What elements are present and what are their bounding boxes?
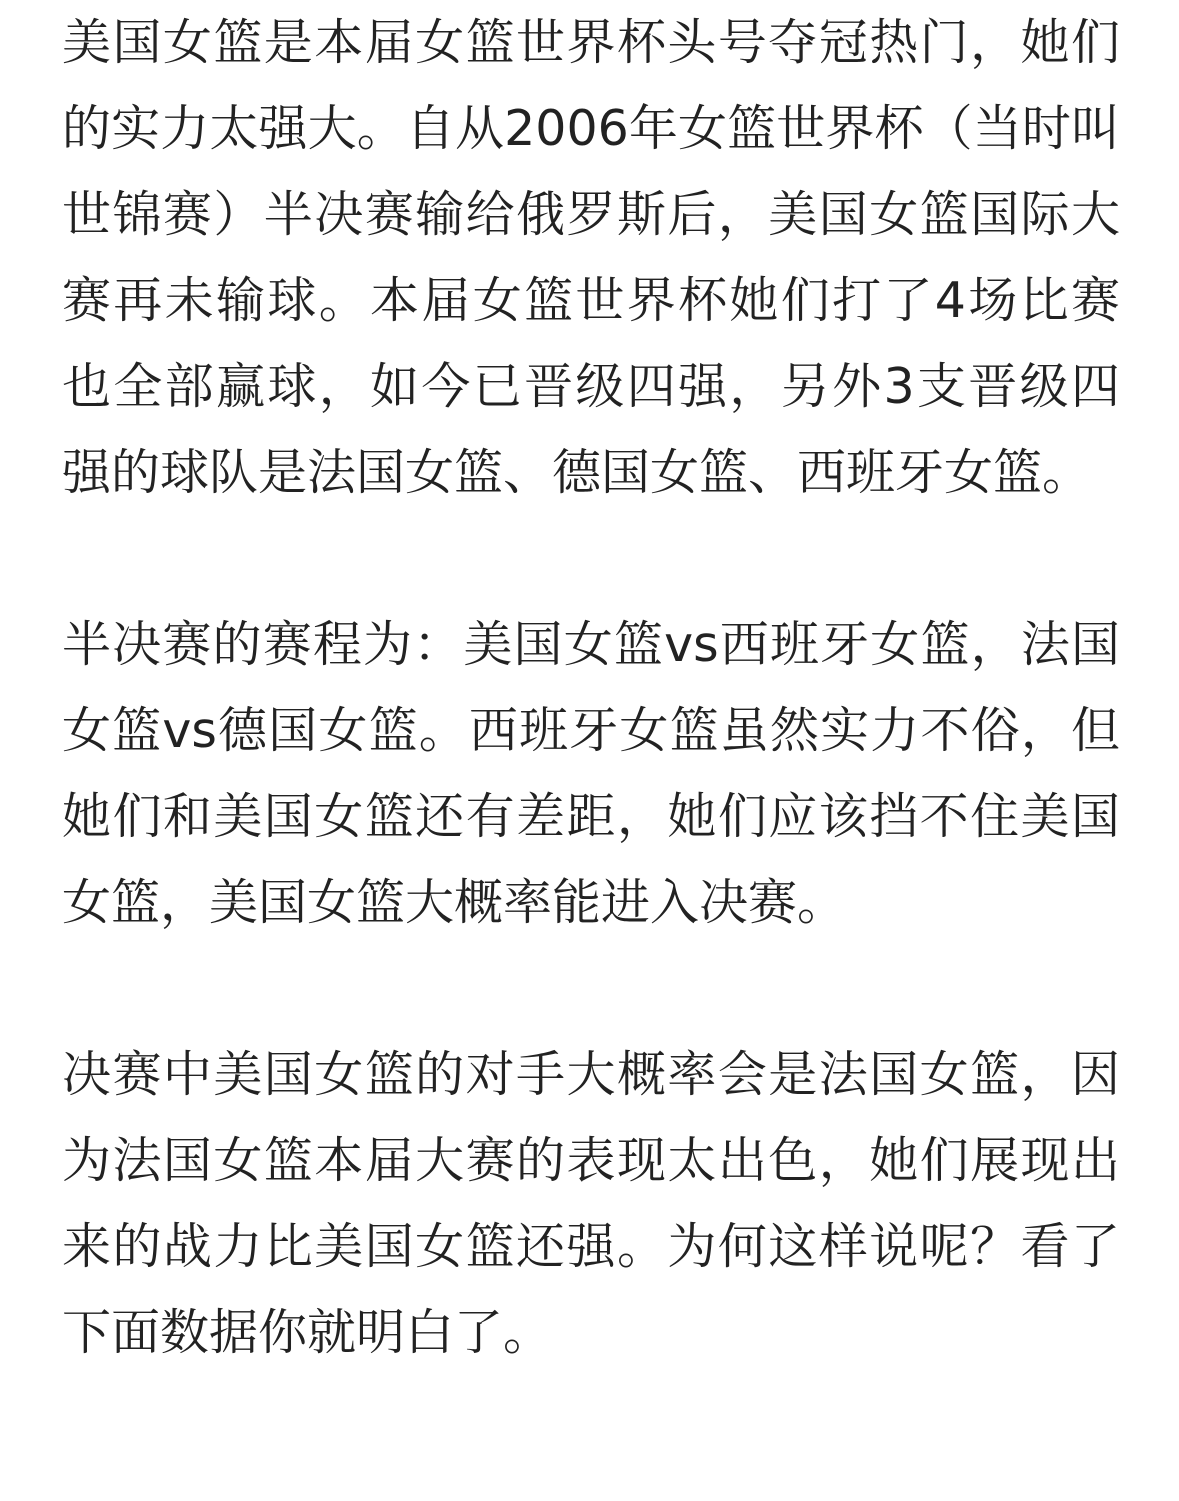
article-body: [62, 0, 1120, 1376]
paragraph-2: 半决赛的赛程为：美国女篮vs西班牙女篮，法国女篮vs德国女篮。西班牙女篮虽然实力不俗，但她们和美国女篮还有差距，她们应该挡不住美国女篮，美国女篮大概率能进入决赛。: [62, 616, 1120, 931]
paragraph-3: 决赛中美国女篮的对手大概率会是法国女篮，因为法国女篮本届大赛的表现太出色，她们展现出来的战力比美国女篮还强。为何这样说呢？看了下面数据你就明白了。: [62, 1046, 1120, 1361]
paragraph-1: 美国女篮是本届女篮世界杯头号夺冠热门，她们的实力太强大。自从2006年女篮世界杯（当时叫世锦赛）半决赛输给俄罗斯后，美国女篮国际大赛再未输球。本届女篮世界杯她们打了4场比赛也全部赢球，如今已晋级四强，另外3支晋级四强的球队是法国女篮、德国女篮、西班牙女篮。: [62, 14, 1120, 501]
